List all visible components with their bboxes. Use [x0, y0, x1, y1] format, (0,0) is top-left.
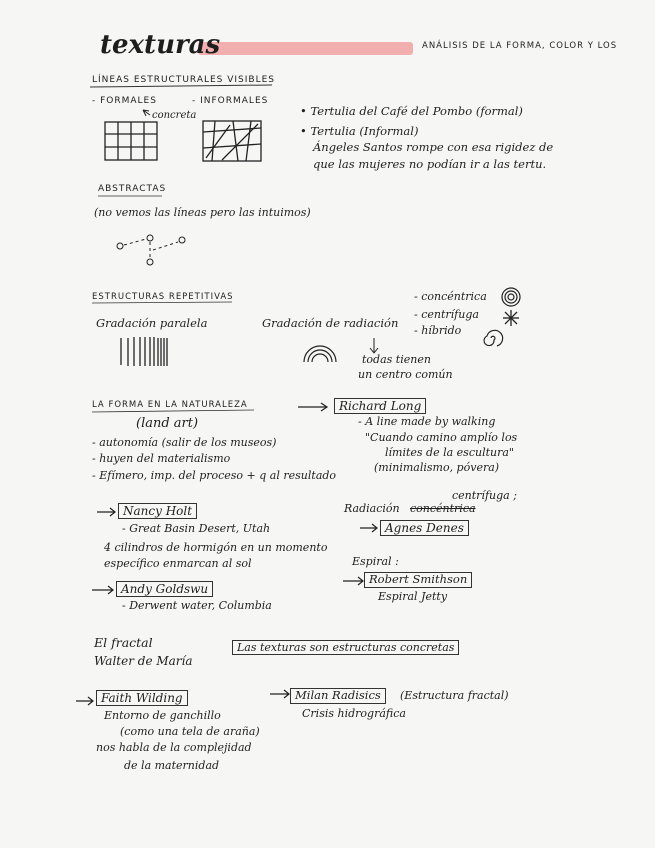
robert-smithson-box: Robert Smithson: [364, 572, 472, 588]
repetitivas-heading: ESTRUCTURAS REPETITIVAS: [92, 292, 234, 302]
faith-line-3: nos habla de la complejidad: [96, 741, 252, 754]
formal-grid-sketch: [105, 122, 157, 160]
andy-line-1: - Derwent water, Columbia: [122, 599, 272, 612]
formales-label: - FORMALES: [92, 96, 157, 106]
fractal-title: El fractal: [94, 635, 153, 650]
naturaleza-item-1: - autonomía (salir de los museos): [92, 436, 277, 449]
informales-label: - INFORMALES: [192, 96, 269, 106]
abstract-dots-sketch: [117, 235, 185, 265]
centrifuga-note: centrífuga ;: [452, 489, 517, 502]
todas-tienen-line-2: un centro común: [358, 368, 453, 381]
naturaleza-item-3: - Efímero, imp. del proceso + q al resultado: [92, 469, 337, 482]
nancy-line-1: - Great Basin Desert, Utah: [122, 522, 271, 535]
andy-goldswu-box: Andy Goldswu: [116, 581, 213, 597]
hybrid-spiral-sketch: [484, 330, 503, 346]
espiral-label: Espiral :: [352, 555, 399, 568]
agnes-denes-box: Agnes Denes: [380, 520, 469, 536]
nancy-line-2: 4 cilindros de hormigón en un momento: [104, 541, 328, 554]
centrifuga-label: - centrífuga: [414, 308, 479, 321]
tertulia-formal: • Tertulia del Café del Pombo (formal): [300, 104, 523, 118]
angeles-line-2: que las mujeres no podían ir a las tertu.: [313, 157, 547, 171]
texturas-definition-box: Las texturas son estructuras concretas: [232, 640, 459, 655]
richard-long-box: Richard Long: [334, 398, 426, 414]
angeles-line-1: Ángeles Santos rompe con esa rigidez de: [313, 140, 554, 154]
milan-line-1: Crisis hidrográfica: [302, 707, 406, 720]
milan-note: (Estructura fractal): [400, 689, 509, 702]
faith-wilding-box: Faith Wilding: [96, 690, 188, 706]
lineas-heading: LÍNEAS ESTRUCTURALES VISIBLES: [92, 75, 276, 85]
naturaleza-item-2: - huyen del materialismo: [92, 452, 231, 465]
nancy-line-3: específico enmarcan al sol: [104, 557, 252, 570]
radiacion-label: Radiación: [344, 502, 400, 515]
concreta-label: concreta: [152, 110, 197, 121]
land-art-label: (land art): [136, 416, 199, 431]
informal-grid-sketch: [203, 121, 261, 161]
walter-de-maria: Walter de María: [94, 654, 193, 668]
abstractas-heading: ABSTRACTAS: [98, 184, 167, 194]
faith-line-4: de la maternidad: [124, 759, 220, 772]
abstractas-note: (no vemos las líneas pero las intuimos): [94, 206, 311, 219]
richard-line-2: "Cuando camino amplío los: [365, 431, 518, 444]
concentrica-crossed: concéntrica: [410, 502, 476, 515]
parallel-gradation-sketch: [121, 337, 167, 366]
gradacion-radiacion-label: Gradación de radiación: [262, 316, 399, 330]
milan-radisics-box: Milan Radisics: [290, 688, 386, 704]
concentric-sketch: [502, 288, 520, 306]
espiral-jetty-label: Espiral Jetty: [378, 590, 448, 603]
todas-tienen-line-1: todas tienen: [362, 353, 431, 366]
concentrica-label: - concéntrica: [414, 290, 487, 303]
richard-line-3: límites de la escultura": [385, 446, 514, 459]
faith-line-1: Entorno de ganchillo: [104, 709, 221, 722]
nancy-holt-box: Nancy Holt: [118, 503, 197, 519]
title-highlight: [198, 42, 413, 55]
centrifugal-sketch: [503, 310, 519, 326]
tertulia-informal: • Tertulia (Informal): [300, 124, 419, 138]
radiation-arcs-sketch: [304, 346, 336, 362]
richard-line-4: (minimalismo, póvera): [374, 461, 500, 474]
page-title: texturas: [100, 30, 221, 60]
faith-line-2: (como una tela de araña): [120, 725, 260, 738]
hibrido-label: - híbrido: [414, 324, 462, 337]
naturaleza-heading: LA FORMA EN LA NATURALEZA: [92, 400, 248, 410]
richard-line-1: - A line made by walking: [358, 415, 496, 428]
page-subtitle: ANÁLISIS DE LA FORMA, COLOR Y LOS: [422, 41, 618, 51]
gradacion-paralela-label: Gradación paralela: [96, 316, 208, 330]
